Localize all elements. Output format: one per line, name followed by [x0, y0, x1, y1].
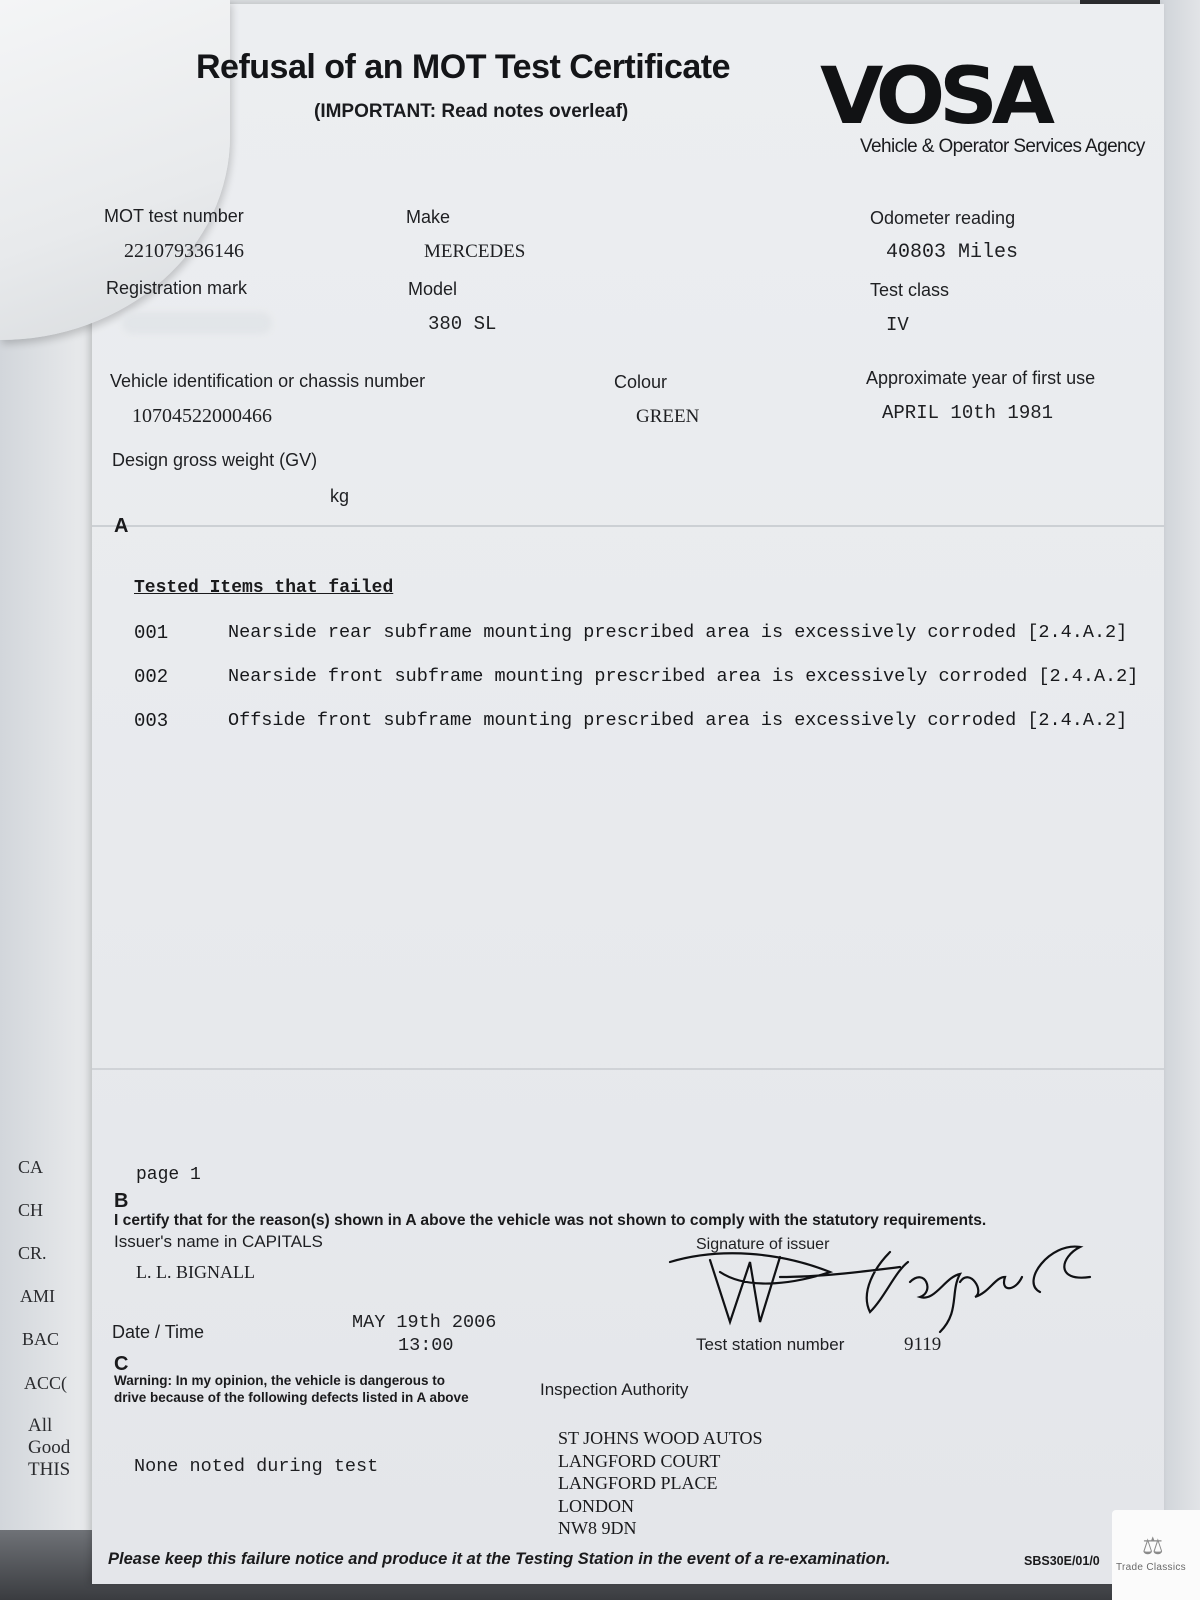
- test-station-label: Test station number: [696, 1335, 845, 1354]
- gv-unit: kg: [330, 486, 350, 506]
- odometer-label: Odometer reading: [870, 208, 1016, 228]
- test-time: 13:00: [398, 1335, 454, 1356]
- gv-label: Design gross weight (GV): [112, 450, 318, 470]
- test-number-label: MOT test number: [104, 206, 244, 226]
- date-time-label: Date / Time: [112, 1322, 205, 1342]
- dangerous-defects-value: None noted during test: [134, 1456, 379, 1477]
- inspection-authority-address: [558, 1427, 763, 1540]
- test-class-label: Test class: [870, 280, 950, 300]
- side-fragment: THIS: [28, 1459, 71, 1480]
- inspection-authority-label: Inspection Authority: [540, 1380, 689, 1399]
- vosa-logo: VOSA: [820, 52, 1049, 142]
- address-line: NW8 9DN: [558, 1518, 637, 1538]
- test-class-value: IV: [886, 314, 909, 336]
- warning-line-2: drive because of the following defects listed in A above: [114, 1390, 469, 1405]
- page-number: page 1: [136, 1165, 201, 1185]
- test-station-number: 9119: [904, 1334, 942, 1355]
- vin-label: Vehicle identification or chassis number: [110, 371, 426, 391]
- section-b-letter: B: [114, 1190, 129, 1212]
- side-fragment: BAC: [22, 1329, 60, 1349]
- first-use-label: Approximate year of first use: [866, 368, 1096, 388]
- failed-item-text: Offside front subframe mounting prescribed area is excessively corroded [2.4.A.2]: [228, 710, 1128, 731]
- footer-notice: Please keep this failure notice and produce it at the Testing Station in the event of a re-examination.: [108, 1550, 891, 1568]
- issuer-label: Issuer's name in CAPITALS: [114, 1232, 323, 1251]
- gavel-icon: ⚖: [1142, 1533, 1164, 1560]
- failed-items-heading: Tested Items that failed: [134, 578, 394, 598]
- fold-line: [92, 525, 1164, 527]
- failed-item-text: Nearside front subframe mounting prescribed area is excessively corroded [2.4.A.2]: [228, 666, 1139, 687]
- agency-name: Vehicle & Operator Services Agency: [860, 136, 1145, 157]
- section-a-letter: A: [114, 515, 129, 537]
- address-line: LANGFORD COURT: [558, 1450, 721, 1471]
- signature-label: Signature of issuer: [696, 1236, 830, 1253]
- side-fragment: AMI: [20, 1286, 55, 1306]
- failed-item-code: 001: [134, 622, 169, 644]
- failed-item-text: Nearside rear subframe mounting prescribed area is excessively corroded [2.4.A.2]: [228, 622, 1128, 643]
- address-line: LANGFORD PLACE: [558, 1473, 718, 1493]
- document-subtitle: (IMPORTANT: Read notes overleaf): [314, 101, 629, 122]
- side-fragment: All: [28, 1415, 53, 1436]
- address-line: LONDON: [558, 1495, 634, 1516]
- issuer-name: L. L. BIGNALL: [136, 1262, 255, 1282]
- test-date: MAY 19th 2006: [352, 1312, 497, 1333]
- watermark-badge: [1112, 1510, 1200, 1600]
- colour-value: GREEN: [636, 406, 700, 427]
- document-title: Refusal of an MOT Test Certificate: [196, 48, 731, 86]
- address-line: ST JOHNS WOOD AUTOS: [558, 1428, 763, 1448]
- side-fragment: CA: [18, 1157, 44, 1177]
- make-value: MERCEDES: [424, 241, 526, 262]
- first-use-value: APRIL 10th 1981: [882, 402, 1054, 424]
- background-paper: [1160, 0, 1200, 1530]
- fold-line: [92, 1068, 1164, 1070]
- vin-value: 10704522000466: [132, 405, 272, 427]
- failed-item-code: 003: [134, 710, 169, 732]
- side-fragment: CH: [18, 1200, 44, 1220]
- certify-statement: I certify that for the reason(s) shown in A above the vehicle was not shown to comply with the statutory requirements.: [114, 1212, 987, 1229]
- side-fragment: CR.: [18, 1243, 47, 1263]
- section-c-letter: C: [114, 1353, 129, 1375]
- odometer-value: 40803 Miles: [886, 241, 1019, 264]
- test-number-value: 221079336146: [124, 240, 244, 262]
- model-value: 380 SL: [428, 313, 497, 335]
- watermark-text: Trade Classics: [1116, 1562, 1186, 1573]
- model-label: Model: [408, 279, 458, 299]
- redacted-registration: [122, 312, 272, 334]
- make-label: Make: [406, 207, 451, 227]
- side-fragment: ACC(: [24, 1373, 68, 1393]
- issuer-signature: [660, 1222, 1100, 1342]
- side-fragment: Good: [28, 1437, 71, 1458]
- colour-label: Colour: [614, 372, 668, 392]
- failed-item-code: 002: [134, 666, 169, 688]
- form-code: SBS30E/01/0: [1024, 1554, 1100, 1568]
- warning-line-1: Warning: In my opinion, the vehicle is dangerous to: [114, 1373, 446, 1388]
- registration-label: Registration mark: [106, 278, 248, 298]
